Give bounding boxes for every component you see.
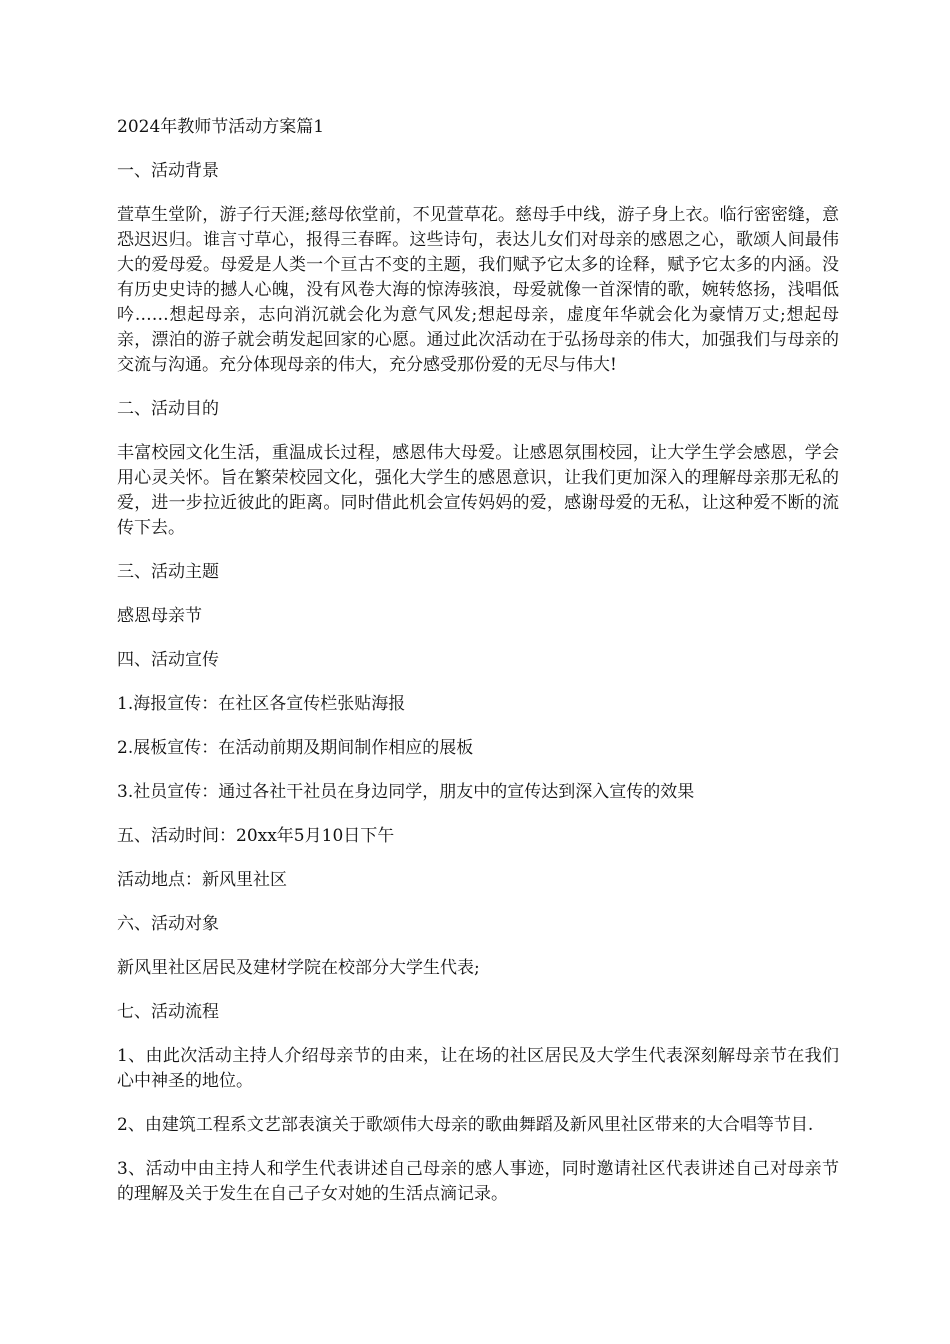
paragraph-background: 萱草生堂阶，游子行天涯;慈母依堂前，不见萱草花。慈母手中线，游子身上衣。临行密密缝，意恐迟迟归。谁言寸草心，报得三春晖。这些诗句，表达儿女们对母亲的感恩之心，歌颂人间最伟大的爱母爱。母爱是人类一个亘古不变的主题，我们赋予它太多的诠释，赋予它太多的内涵。没有历史史诗的撼人心魄，没有风卷大海的惊涛骇浪，母爱就像一首深情的歌，婉转悠扬，浅唱低吟……想起母亲，志向消沉就会化为意气风发;想起母亲，虚度年华就会化为豪情万丈;想起母亲，漂泊的游子就会萌发起回家的心愿。通过此次活动在于弘扬母亲的伟大，加强我们与母亲的交流与沟通。充分体现母亲的伟大，充分感受那份爱的无尽与伟大! [117, 205, 839, 375]
heading-theme: 三、活动主题 [117, 562, 219, 582]
heading-audience: 六、活动对象 [117, 914, 219, 934]
heading-background: 一、活动背景 [117, 161, 219, 181]
paragraph-purpose: 丰富校园文化生活，重温成长过程，感恩伟大母爱。让感恩氛围校园，让大学生学会感恩，学会用心灵关怀。旨在繁荣校园文化，强化大学生的感恩意识，让我们更加深入的理解母亲那无私的爱，进一步拉近彼此的距离。同时借此机会宣传妈妈的爱，感谢母爱的无私，让这种爱不断的流传下去。 [117, 443, 839, 538]
paragraph-location: 活动地点：新风里社区 [117, 870, 287, 890]
heading-purpose: 二、活动目的 [117, 399, 219, 419]
heading-process: 七、活动流程 [117, 1002, 219, 1022]
list-item-member: 3.社员宣传：通过各社干社员在身边同学，朋友中的宣传达到深入宣传的效果 [117, 782, 695, 802]
heading-promotion: 四、活动宣传 [117, 650, 219, 670]
process-step-1: 1、由此次活动主持人介绍母亲节的由来，让在场的社区居民及大学生代表深刻解母亲节在我们心中神圣的地位。 [117, 1046, 839, 1091]
process-step-2: 2、由建筑工程系文艺部表演关于歌颂伟大母亲的歌曲舞蹈及新风里社区带来的大合唱等节目. [117, 1115, 814, 1135]
process-step-3: 3、活动中由主持人和学生代表讲述自己母亲的感人事迹，同时邀请社区代表讲述自己对母亲节的理解及关于发生在自己子女对她的生活点滴记录。 [117, 1159, 839, 1204]
list-item-board: 2.展板宣传：在活动前期及期间制作相应的展板 [117, 738, 474, 758]
document-page [117, 115, 839, 1226]
paragraph-audience: 新风里社区居民及建材学院在校部分大学生代表; [117, 958, 480, 978]
list-item-poster: 1.海报宣传：在社区各宣传栏张贴海报 [117, 694, 406, 714]
paragraph-theme: 感恩母亲节 [117, 606, 202, 626]
document-title: 2024年教师节活动方案篇1 [117, 117, 325, 137]
heading-time: 五、活动时间：20xx年5月10日下午 [117, 826, 395, 846]
